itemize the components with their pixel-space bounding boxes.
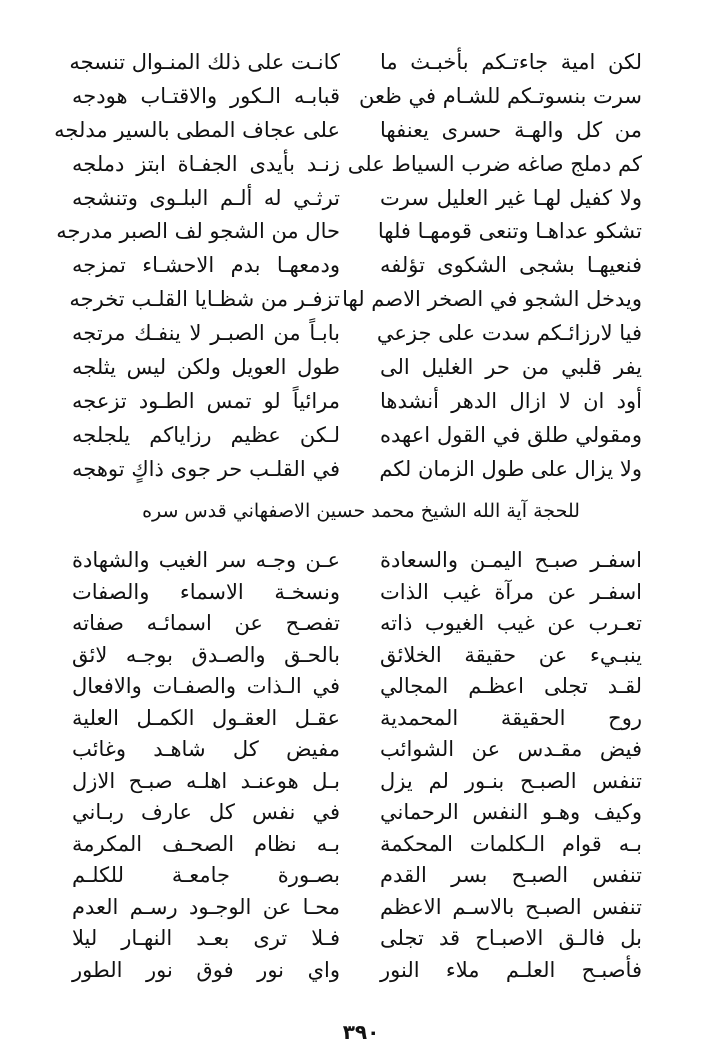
verse-line: مفيض كل شاهـد وغائب xyxy=(72,737,340,761)
verse-line: لـكن عظيم رزاياكم يلجلجه xyxy=(72,422,340,447)
page-number: ٣٩٠ xyxy=(342,1020,380,1044)
verse-line: تنفس الصبـح بالاسـم الاعظم xyxy=(380,894,642,919)
poem-heading: للحجة آية الله الشيخ محمد حسين الاصفهاني قدس سره xyxy=(142,500,580,522)
verse-line: سرت بنسوتـكم للشـام في ظعن xyxy=(359,83,642,108)
verse-line: ويدخل الشجو في الصخر الاصم لها xyxy=(342,287,642,312)
poem2-right-column xyxy=(380,545,642,986)
verse-line: في القلـب حر جوى ذاكٍ توهجه xyxy=(72,456,340,481)
verse-line: قبابـه الـكور والاقتـاب هودجه xyxy=(72,83,340,108)
verse-line: كم دملج صاغه ضرب السياط على xyxy=(347,151,642,176)
verse-line: فنعيهـا بشجى الشكوى تؤلفه xyxy=(380,253,642,278)
verse-line: ومقولي طلق في القول اعهده xyxy=(380,422,642,447)
verse-line: يفر قلبي من حر الغليل الى xyxy=(380,355,642,380)
verse-line: اسفـر عن مرآة غيب الذات xyxy=(380,579,642,604)
verse-line: حال من الشجو لف الصبر مدرجه xyxy=(56,219,340,244)
verse-line: كانـت على ذلك المنـوال تنسجه xyxy=(69,50,340,74)
verse-line: فأصبـح العلـم ملاء النور xyxy=(380,957,642,982)
verse-line: لكن امية جاءتـكم بأخبـث ما xyxy=(380,50,642,74)
verse-line: بابـاً من الصبـر لا ينفـك مرتجه xyxy=(72,321,340,346)
verse-line: لقـد تجلى اعظـم المجالي xyxy=(380,674,642,698)
verse-line: ولا كفيل لهـا غير العليل سرت xyxy=(380,185,642,210)
verse-line: اسفـر صبـح اليمـن والسعادة xyxy=(380,548,642,572)
verse-line: روح الحقيقة المحمدية xyxy=(380,705,642,730)
poem1-right-column xyxy=(342,46,642,487)
verse-line: تنفس الصبـح بسر القدم xyxy=(380,863,642,887)
verse-line: ترثـي له ألـم البلـوى وتنشجه xyxy=(72,185,340,210)
verse-line: فيض مقـدس عن الشوائب xyxy=(380,737,642,761)
verse-line: عـن وجـه سر الغيب والشهادة xyxy=(72,548,340,572)
verse-line: زنـد بأيدى الجفـاة ابتز دملجه xyxy=(72,151,340,176)
verse-line: بـل هوعنـد اهلـه صبـح الازل xyxy=(72,768,340,793)
verse-line: فـلا ترى بعـد النهـار ليلا xyxy=(72,926,340,950)
verse-line: بـه نظام الصحـف المكرمة xyxy=(72,831,340,856)
verse-line: تعـرب عن غيب الغيوب ذاته xyxy=(380,611,642,635)
verse-line: تنفس الصبـح بنـور لم يزل xyxy=(380,768,642,793)
verse-line: تشكو عداهـا وتنعى قومهـا فلها xyxy=(377,219,642,244)
verse-line: وكيف وهـو النفس الرحماني xyxy=(380,800,642,824)
verse-line: ودمعهـا بدم الاحشـاء تمزجه xyxy=(72,253,340,278)
verse-line: ينبـيء عن حقيقة الخلائق xyxy=(380,642,642,667)
verse-line: بل فالـق الاصبـاح قد تجلى xyxy=(380,926,642,950)
verse-line: بصـورة جامعـة للكلـم xyxy=(72,863,340,887)
verse-line: تفصـح عن اسمائـه صفاته xyxy=(72,611,340,635)
verse-line: محـا عن الوجـود رسـم العدم xyxy=(72,894,340,919)
verse-line: بـه قوام الـكلمات المحكمة xyxy=(380,831,642,856)
verse-line: في الـذات والصفـات والافعال xyxy=(72,674,340,698)
verse-line: عقـل العقـول الكمـل العلية xyxy=(72,705,340,730)
poem2-left-column xyxy=(72,545,340,986)
verse-line: تزفـر من شظـايا القلـب تخرجه xyxy=(69,287,340,312)
verse-line: من كل والهـة حسرى يعنفها xyxy=(380,117,642,142)
verse-line: طول العويل ولكن ليس يثلجه xyxy=(72,355,340,380)
verse-line: أود ان لا ازال الدهر أنشدها xyxy=(380,388,642,413)
verse-line: فيا لارزائـكم سدت على جزعي xyxy=(376,321,642,346)
verse-line: بالحـق والصـدق بوجـه لائق xyxy=(72,642,340,667)
verse-line: في نفس كل عارف ربـاني xyxy=(72,800,340,824)
poem1-left-column xyxy=(54,46,340,487)
verse-line: واي نور فوق نور الطور xyxy=(72,957,340,982)
verse-line: مرائياً لو تمس الطـود تزعجه xyxy=(72,388,340,413)
verse-line: ونسخـة الاسماء والصفات xyxy=(72,579,340,604)
verse-line: على عجاف المطى بالسير مدلجه xyxy=(54,117,340,142)
verse-line: ولا يزال على طول الزمان لكم xyxy=(379,456,642,481)
